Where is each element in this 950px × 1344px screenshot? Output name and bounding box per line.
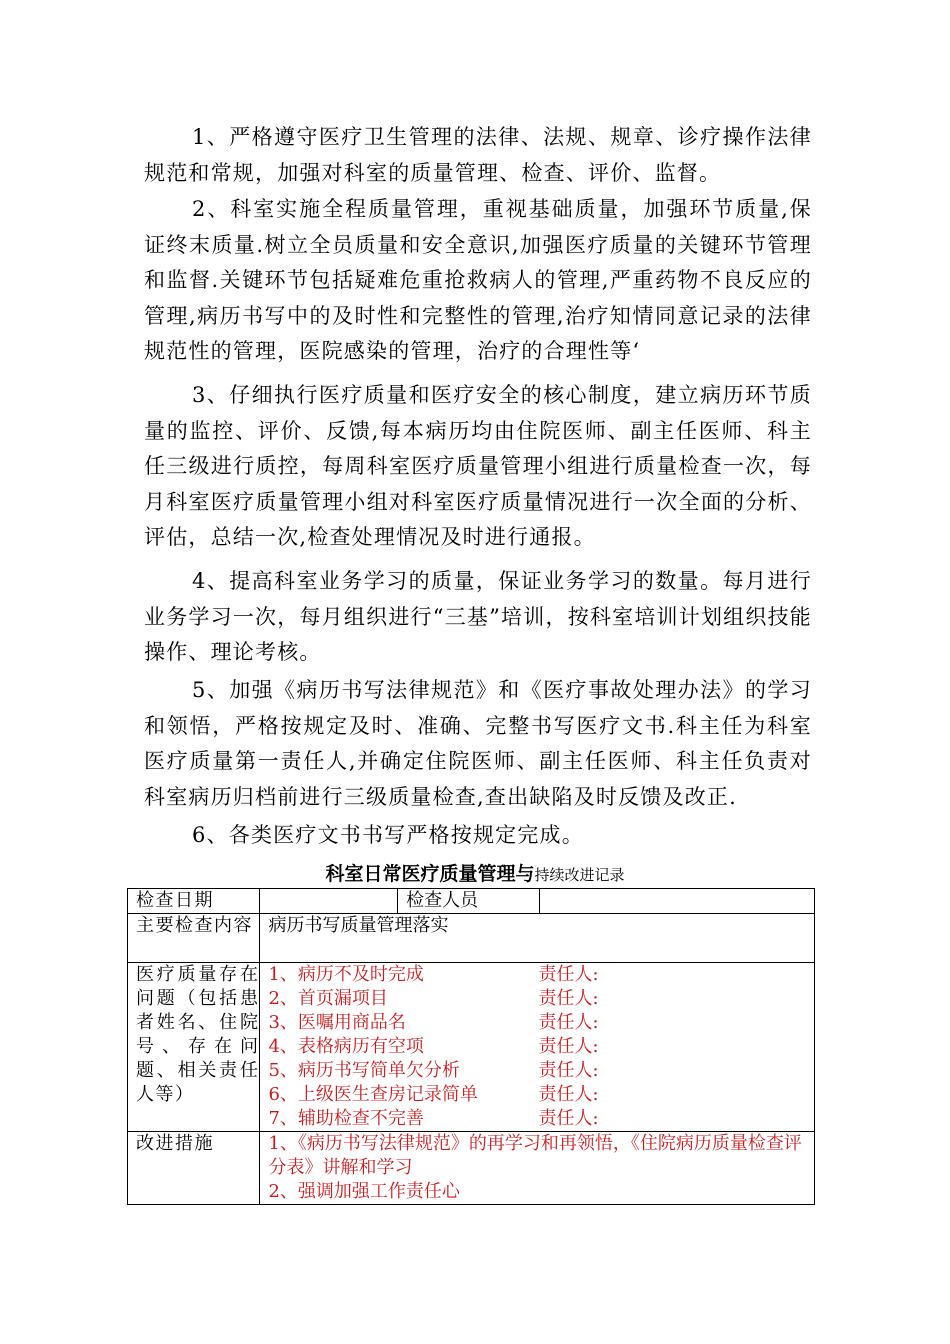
issue-item <box>268 1011 814 1035</box>
issue-text: 6、上级医生查房记录简单 <box>268 1084 478 1105</box>
paragraph-3: 3、仔细执行医疗质量和医疗安全的核心制度，建立病历环节质量的监控、评价、反馈,每本病历均由住院医师、副主任医师、科主任三级进行质控，每周科室医疗质量管理小组进行质量检查一次，每月科室医疗质量管理小组对科室医疗质量情况进行一次全面的分析、评估，总结一次,检查处理情况及时进行通报。 <box>144 383 812 549</box>
issue-responsible: 责任人: <box>538 1060 599 1081</box>
issue-text: 7、辅助检查不完善 <box>268 1108 424 1129</box>
issue-responsible: 责任人: <box>538 988 599 1009</box>
table-row <box>128 963 815 1132</box>
issue-responsible: 责任人: <box>538 1108 599 1129</box>
table-title <box>0 858 950 890</box>
issue-item <box>268 1107 814 1131</box>
measure-item: 1、《病历书写法律规范》的再学习和再领悟，《住院病历质量检查评分表》讲解和学习 <box>268 1133 802 1178</box>
issue-text: 5、病历书写简单欠分析 <box>268 1060 460 1081</box>
table-row <box>128 1132 815 1205</box>
issue-item <box>268 1035 814 1059</box>
main-content-label: 主要检查内容 <box>128 914 260 963</box>
main-content-value: 病历书写质量管理落实 <box>260 914 815 963</box>
issue-responsible: 责任人: <box>538 1084 599 1105</box>
issue-text: 3、医嘱用商品名 <box>268 1012 406 1033</box>
paragraph-1: 1、严格遵守医疗卫生管理的法律、法规、规章、诊疗操作法律规范和常规，加强对科室的质量管理、检查、评价、监督。 <box>144 125 812 185</box>
issue-responsible: 责任人: <box>538 1036 599 1057</box>
issue-text: 1、病历不及时完成 <box>268 964 424 985</box>
issue-text: 2、首页漏项目 <box>268 988 388 1009</box>
paragraph-4: 4、提高科室业务学习的质量，保证业务学习的数量。每月进行业务学习一次，每月组织进行“三基”培训，按科室培训计划组织技能操作、理论考核。 <box>144 569 812 664</box>
inspector-label: 检查人员 <box>398 889 540 914</box>
table-title-normal: 持续改进记录 <box>534 866 625 884</box>
issue-responsible: 责任人: <box>538 1012 599 1033</box>
table-row <box>128 889 815 914</box>
issues-label: 医疗质量存在问题（包括患者姓名、住院号、存在问题、相关责任人等） <box>128 963 260 1132</box>
inspector-value <box>539 889 814 914</box>
paragraph-5: 5、加强《病历书写法律规范》和《医疗事故处理办法》的学习和领悟，严格按规定及时、准确、完整书写医疗文书.科主任为科室医疗质量第一责任人,并确定住院医师、副主任医师、科主任负责对科室病历归档前进行三级质量检查,查出缺陷及时反馈及改正. <box>144 678 812 809</box>
issue-item <box>268 1059 814 1083</box>
issue-item <box>268 987 814 1011</box>
measures-label: 改进措施 <box>128 1132 260 1205</box>
issue-text: 4、表格病历有空项 <box>268 1036 424 1057</box>
issue-item <box>268 1083 814 1107</box>
measures-list <box>260 1132 815 1205</box>
measure-item: 2、强调加强工作责任心 <box>268 1181 460 1202</box>
paragraph-6: 6、各类医疗文书书写严格按规定完成。 <box>192 823 584 847</box>
issue-responsible: 责任人: <box>538 964 599 985</box>
check-date-value <box>260 889 398 914</box>
issues-list <box>260 963 815 1132</box>
quality-record-table <box>127 888 815 1205</box>
paragraph-2: 2、科室实施全程质量管理，重视基础质量，加强环节质量,保证终末质量.树立全员质量和安全意识,加强医疗质量的关键环节管理和监督.关键环节包括疑难危重抢救病人的管理,严重药物不良反应的管理,病历书写中的及时性和完整性的管理,治疗知情同意记录的法律规范性的管理，医院感染的管理，治疗的合理性等‘ <box>144 197 812 363</box>
table-row <box>128 914 815 963</box>
table-title-bold: 科室日常医疗质量管理与 <box>325 863 535 885</box>
check-date-label: 检查日期 <box>128 889 260 914</box>
issue-item <box>268 963 814 987</box>
